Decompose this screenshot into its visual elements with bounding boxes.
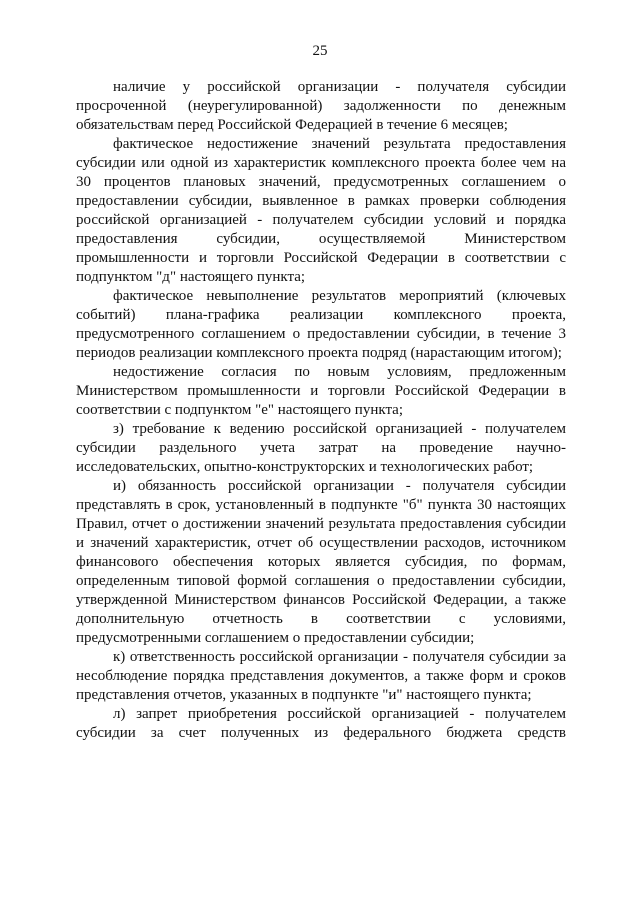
paragraph-item-k: к) ответственность российской организации - получателя субсидии за несоблюдение порядка представления документов, а также форм и сроков представления отчетов, указанных в подпункте "и" настоящего пункта; xyxy=(76,649,566,703)
paragraph-overdue-debt: наличие у российской организации - получателя субсидии просроченной (неурегулированной) задолженности по денежным обязательствам перед Российской Федерацией в течение 6 месяцев; xyxy=(76,79,566,133)
paragraph-item-z: з) требование к ведению российской организацией - получателем субсидии раздельного учета затрат на проведение научно-исследовательских, опытно-конструкторских и технологических работ; xyxy=(76,421,566,475)
paragraph-result-shortfall: фактическое недостижение значений результата предоставления субсидии или одной из характеристик комплексного проекта более чем на 30 процентов плановых значений, предусмотренных соглашением о предоставлении субсидии, выявленное в рамках проверки соблюдения российской организацией - получателем субсидии условий и порядка предоставления субсидии, осуществляемой Министерством промышленности и торговли Российской Федерации в соответствии с подпунктом "д" настоящего пункта; xyxy=(76,136,566,285)
paragraph-item-i: и) обязанность российской организации - получателя субсидии представлять в срок, установленный в подпункте "б" пункта 30 настоящих Правил, отчет о достижении значений результата предоставления субсидии и значений характеристик, отчет об осуществлении расходов, источником финансового обеспечения которых является субсидия, по формам, определенным типовой формой соглашения о предоставлении субсидии, утвержденной Министерством финансов Российской Федерации, а также дополнительную отчетность в соответствии с условиями, предусмотренными соглашением о предоставлении субсидии; xyxy=(76,478,566,646)
paragraph-item-l: л) запрет приобретения российской организацией - получателем субсидии за счет полученных из федерального бюджета средств xyxy=(76,706,566,741)
body-text xyxy=(76,78,566,743)
paragraph-no-agreement: недостижение согласия по новым условиям, предложенным Министерством промышленности и торговли Российской Федерации в соответствии с подпунктом "е" настоящего пункта; xyxy=(76,364,566,418)
paragraph-schedule-failure: фактическое невыполнение результатов мероприятий (ключевых событий) плана-графика реализации комплексного проекта, предусмотренного соглашением о предоставлении субсидии, в течение 3 периодов реализации комплексного проекта подряд (нарастающим итогом); xyxy=(76,288,566,361)
page-number: 25 xyxy=(312,43,328,59)
